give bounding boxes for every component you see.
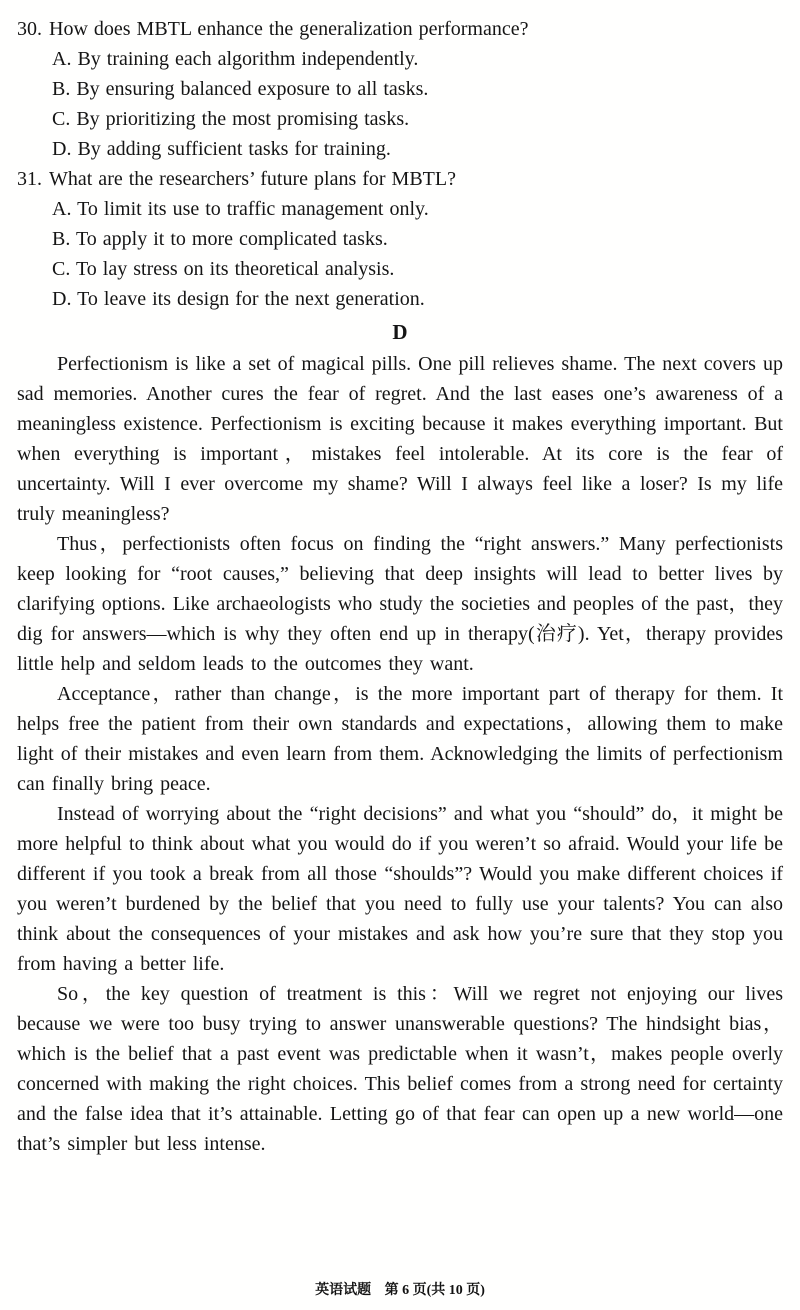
question-text: What are the researchers’ future plans for MBTL? [49,168,456,190]
footer-exam-title: 英语试题 [315,1283,372,1298]
question-option-d: D. To leave its design for the next generation. [52,288,425,310]
question-option-a: A. By training each algorithm independently. [52,48,419,70]
question-stem [17,14,783,44]
passage-paragraph-4: Instead of worrying about the “right decisions” and what you “should” do，it might be more helpful to think about what you would do if you weren’t so afraid. Would your life be different if you took a break from all those “shoulds”? Would you make different choices if you weren’t burdened by the belief that you need to fully use your talents? You can also think about the consequences of your mistakes and ask how you’re sure that they stop you from having a better life. [17,803,783,975]
question-option-b: B. To apply it to more complicated tasks. [52,228,388,250]
footer-page-number: 第 6 页(共 10 页) [384,1283,485,1298]
question-option-d: D. By adding sufficient tasks for training. [52,138,391,160]
question-31 [17,164,783,314]
question-number: 31. [17,168,42,190]
reading-passage [17,349,783,1159]
question-30 [17,14,783,164]
passage-paragraph-5: So，the key question of treatment is this：Will we regret not enjoying our lives because we were too busy trying to answer unanswerable questions? The hindsight bias，which is the belief that a past event was predictable when it wasn’t，makes people overly concerned with making the right choices. This belief comes from a strong need for certainty and the false idea that it’s attainable. Letting go of that fear can open up a new world—one that’s simpler but less intense. [17,983,783,1155]
questions-section [17,14,783,314]
passage-paragraph-1: Perfectionism is like a set of magical pills. One pill relieves shame. The next covers up sad memories. Another cures the fear of regret. And the last eases one’s awareness of a meaningless existence. Perfectionism is exciting because it makes everything important. But when everything is important，mistakes feel intolerable. At its core is the fear of uncertainty. Will I ever overcome my shame? Will I always feel like a loser? Is my life truly meaningless? [17,353,783,525]
question-number: 30. [17,18,42,40]
section-d-heading: D [392,320,408,344]
passage-paragraph-3: Acceptance，rather than change，is the more important part of therapy for them. It helps free the patient from their own standards and expectations，allowing them to make light of their mistakes and even learn from them. Acknowledging the limits of perfectionism can finally bring peace. [17,683,783,795]
question-text: How does MBTL enhance the generalization performance? [49,18,529,40]
question-option-c: C. By prioritizing the most promising tasks. [52,108,410,130]
question-stem [17,164,783,194]
page-footer [0,1282,800,1300]
question-option-b: B. By ensuring balanced exposure to all tasks. [52,78,429,100]
passage-paragraph-2: Thus，perfectionists often focus on finding the “right answers.” Many perfectionists keep looking for “root causes,” believing that deep insights will lead to better lives by clarifying options. Like archaeologists who study the societies and peoples of the past，they dig for answers—which is why they often end up in therapy(治疗). Yet，therapy provides little help and seldom leads to the outcomes they want. [17,533,783,675]
question-option-c: C. To lay stress on its theoretical analysis. [52,258,395,280]
question-option-a: A. To limit its use to traffic management only. [52,198,429,220]
